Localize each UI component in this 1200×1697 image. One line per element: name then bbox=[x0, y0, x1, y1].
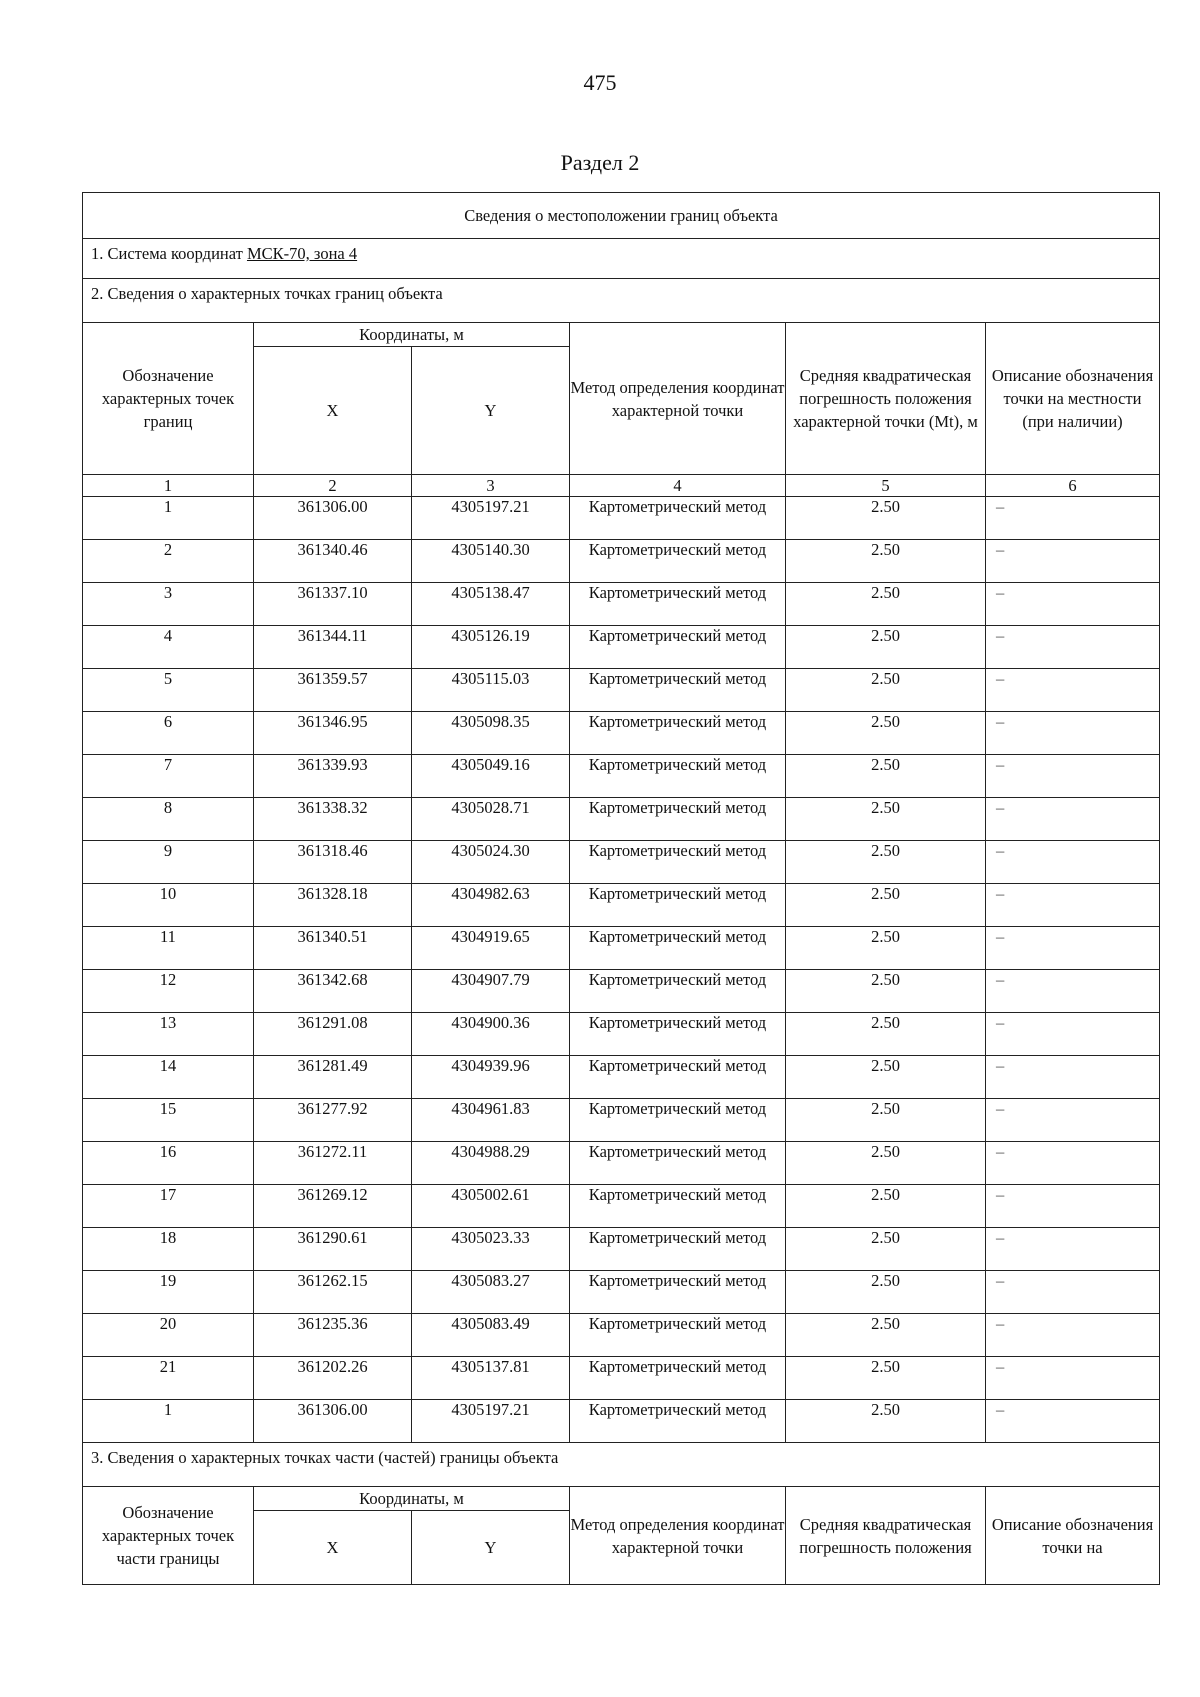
method-cell: Картометрический метод bbox=[570, 669, 786, 712]
table-row bbox=[83, 927, 1160, 970]
x-coordinate: 361262.15 bbox=[254, 1271, 412, 1314]
y-coordinate: 4305028.71 bbox=[412, 798, 570, 841]
point-designation: 5 bbox=[83, 669, 254, 712]
point-description: – bbox=[986, 712, 1160, 755]
part-header-coordinates: Координаты, м bbox=[254, 1487, 570, 1511]
y-coordinate: 4304907.79 bbox=[412, 970, 570, 1013]
method-cell: Картометрический метод bbox=[570, 1400, 786, 1443]
error-value: 2.50 bbox=[786, 497, 986, 540]
error-value: 2.50 bbox=[786, 884, 986, 927]
method-cell: Картометрический метод bbox=[570, 1185, 786, 1228]
method-cell: Картометрический метод bbox=[570, 1013, 786, 1056]
point-description: – bbox=[986, 798, 1160, 841]
header-designation: Обозначение характерных точек границ bbox=[83, 323, 254, 475]
x-coordinate: 361202.26 bbox=[254, 1357, 412, 1400]
y-coordinate: 4304982.63 bbox=[412, 884, 570, 927]
x-coordinate: 361359.57 bbox=[254, 669, 412, 712]
part-header-designation: Обозначение характерных точек части границы bbox=[83, 1487, 254, 1585]
part-header-x: X bbox=[254, 1511, 412, 1585]
table-row bbox=[83, 669, 1160, 712]
y-coordinate: 4305098.35 bbox=[412, 712, 570, 755]
method-cell: Картометрический метод bbox=[570, 1357, 786, 1400]
point-description: – bbox=[986, 1357, 1160, 1400]
point-description: – bbox=[986, 1099, 1160, 1142]
error-value: 2.50 bbox=[786, 540, 986, 583]
boundary-table bbox=[82, 192, 1160, 1585]
error-value: 2.50 bbox=[786, 1056, 986, 1099]
table-title: Сведения о местоположении границ объекта bbox=[83, 193, 1160, 239]
y-coordinate: 4304988.29 bbox=[412, 1142, 570, 1185]
method-cell: Картометрический метод bbox=[570, 1142, 786, 1185]
point-description: – bbox=[986, 1228, 1160, 1271]
method-cell: Картометрический метод bbox=[570, 798, 786, 841]
point-description: – bbox=[986, 497, 1160, 540]
table-row bbox=[83, 626, 1160, 669]
x-coordinate: 361328.18 bbox=[254, 884, 412, 927]
point-description: – bbox=[986, 884, 1160, 927]
y-coordinate: 4305197.21 bbox=[412, 1400, 570, 1443]
y-coordinate: 4305140.30 bbox=[412, 540, 570, 583]
error-value: 2.50 bbox=[786, 1271, 986, 1314]
method-cell: Картометрический метод bbox=[570, 884, 786, 927]
y-coordinate: 4305197.21 bbox=[412, 497, 570, 540]
header-x: X bbox=[254, 347, 412, 475]
table-row bbox=[83, 798, 1160, 841]
coord-system-row bbox=[83, 239, 1160, 279]
y-coordinate: 4305002.61 bbox=[412, 1185, 570, 1228]
error-value: 2.50 bbox=[786, 1228, 986, 1271]
point-designation: 13 bbox=[83, 1013, 254, 1056]
error-value: 2.50 bbox=[786, 1314, 986, 1357]
point-designation: 1 bbox=[83, 497, 254, 540]
column-number: 1 bbox=[83, 475, 254, 497]
point-description: – bbox=[986, 1185, 1160, 1228]
y-coordinate: 4304919.65 bbox=[412, 927, 570, 970]
point-designation: 15 bbox=[83, 1099, 254, 1142]
error-value: 2.50 bbox=[786, 583, 986, 626]
point-description: – bbox=[986, 1142, 1160, 1185]
x-coordinate: 361291.08 bbox=[254, 1013, 412, 1056]
part-section-title: 3. Сведения о характерных точках части (частей) границы объекта bbox=[83, 1443, 1160, 1487]
x-coordinate: 361337.10 bbox=[254, 583, 412, 626]
part-header-method: Метод определения координат характерной точки bbox=[570, 1487, 786, 1585]
point-description: – bbox=[986, 626, 1160, 669]
coord-system-value: МСК-70, зона 4 bbox=[246, 244, 358, 263]
header-coordinates: Координаты, м bbox=[254, 323, 570, 347]
y-coordinate: 4304961.83 bbox=[412, 1099, 570, 1142]
x-coordinate: 361281.49 bbox=[254, 1056, 412, 1099]
method-cell: Картометрический метод bbox=[570, 927, 786, 970]
table-row bbox=[83, 583, 1160, 626]
y-coordinate: 4305115.03 bbox=[412, 669, 570, 712]
y-coordinate: 4304939.96 bbox=[412, 1056, 570, 1099]
point-description: – bbox=[986, 540, 1160, 583]
error-value: 2.50 bbox=[786, 669, 986, 712]
point-designation: 6 bbox=[83, 712, 254, 755]
y-coordinate: 4305137.81 bbox=[412, 1357, 570, 1400]
x-coordinate: 361306.00 bbox=[254, 1400, 412, 1443]
table-row bbox=[83, 884, 1160, 927]
y-coordinate: 4305024.30 bbox=[412, 841, 570, 884]
table-row bbox=[83, 1185, 1160, 1228]
point-description: – bbox=[986, 755, 1160, 798]
point-description: – bbox=[986, 1013, 1160, 1056]
point-designation: 21 bbox=[83, 1357, 254, 1400]
x-coordinate: 361338.32 bbox=[254, 798, 412, 841]
point-designation: 2 bbox=[83, 540, 254, 583]
table-row bbox=[83, 1056, 1160, 1099]
x-coordinate: 361346.95 bbox=[254, 712, 412, 755]
header-error: Средняя квадратическая погрешность положения характерной точки (Mt), м bbox=[786, 323, 986, 475]
column-number: 5 bbox=[786, 475, 986, 497]
column-number: 4 bbox=[570, 475, 786, 497]
header-description: Описание обозначения точки на местности (при наличии) bbox=[986, 323, 1160, 475]
y-coordinate: 4305023.33 bbox=[412, 1228, 570, 1271]
table-row bbox=[83, 1357, 1160, 1400]
point-designation: 11 bbox=[83, 927, 254, 970]
header-method: Метод определения координат характерной точки bbox=[570, 323, 786, 475]
part-header-y: Y bbox=[412, 1511, 570, 1585]
section-title: Раздел 2 bbox=[560, 150, 640, 175]
table-row bbox=[83, 1314, 1160, 1357]
part-header-description: Описание обозначения точки на bbox=[986, 1487, 1160, 1585]
point-designation: 3 bbox=[83, 583, 254, 626]
x-coordinate: 361235.36 bbox=[254, 1314, 412, 1357]
point-designation: 1 bbox=[83, 1400, 254, 1443]
error-value: 2.50 bbox=[786, 712, 986, 755]
point-designation: 20 bbox=[83, 1314, 254, 1357]
point-designation: 8 bbox=[83, 798, 254, 841]
error-value: 2.50 bbox=[786, 1099, 986, 1142]
error-value: 2.50 bbox=[786, 626, 986, 669]
point-description: – bbox=[986, 1400, 1160, 1443]
method-cell: Картометрический метод bbox=[570, 970, 786, 1013]
error-value: 2.50 bbox=[786, 1185, 986, 1228]
method-cell: Картометрический метод bbox=[570, 626, 786, 669]
error-value: 2.50 bbox=[786, 927, 986, 970]
column-number: 6 bbox=[986, 475, 1160, 497]
table-row bbox=[83, 1142, 1160, 1185]
point-designation: 12 bbox=[83, 970, 254, 1013]
error-value: 2.50 bbox=[786, 798, 986, 841]
error-value: 2.50 bbox=[786, 1357, 986, 1400]
table-row bbox=[83, 497, 1160, 540]
x-coordinate: 361290.61 bbox=[254, 1228, 412, 1271]
error-value: 2.50 bbox=[786, 1013, 986, 1056]
method-cell: Картометрический метод bbox=[570, 712, 786, 755]
point-description: – bbox=[986, 841, 1160, 884]
point-designation: 17 bbox=[83, 1185, 254, 1228]
method-cell: Картометрический метод bbox=[570, 755, 786, 798]
point-description: – bbox=[986, 1271, 1160, 1314]
table-row bbox=[83, 755, 1160, 798]
header-y: Y bbox=[412, 347, 570, 475]
x-coordinate: 361318.46 bbox=[254, 841, 412, 884]
table-row bbox=[83, 1400, 1160, 1443]
point-designation: 4 bbox=[83, 626, 254, 669]
method-cell: Картометрический метод bbox=[570, 1228, 786, 1271]
error-value: 2.50 bbox=[786, 970, 986, 1013]
x-coordinate: 361344.11 bbox=[254, 626, 412, 669]
y-coordinate: 4304900.36 bbox=[412, 1013, 570, 1056]
column-numbers-row bbox=[83, 475, 1160, 497]
point-description: – bbox=[986, 970, 1160, 1013]
point-designation: 7 bbox=[83, 755, 254, 798]
point-designation: 14 bbox=[83, 1056, 254, 1099]
column-number: 2 bbox=[254, 475, 412, 497]
error-value: 2.50 bbox=[786, 755, 986, 798]
x-coordinate: 361340.51 bbox=[254, 927, 412, 970]
y-coordinate: 4305138.47 bbox=[412, 583, 570, 626]
method-cell: Картометрический метод bbox=[570, 1056, 786, 1099]
x-coordinate: 361339.93 bbox=[254, 755, 412, 798]
method-cell: Картометрический метод bbox=[570, 583, 786, 626]
points-section-title: 2. Сведения о характерных точках границ объекта bbox=[83, 279, 1160, 323]
x-coordinate: 361269.12 bbox=[254, 1185, 412, 1228]
point-description: – bbox=[986, 927, 1160, 970]
point-designation: 10 bbox=[83, 884, 254, 927]
point-description: – bbox=[986, 1314, 1160, 1357]
y-coordinate: 4305083.27 bbox=[412, 1271, 570, 1314]
method-cell: Картометрический метод bbox=[570, 841, 786, 884]
table-row bbox=[83, 970, 1160, 1013]
method-cell: Картометрический метод bbox=[570, 497, 786, 540]
method-cell: Картометрический метод bbox=[570, 540, 786, 583]
coord-system-label: 1. Система координат bbox=[91, 244, 243, 263]
table-row bbox=[83, 1099, 1160, 1142]
point-designation: 9 bbox=[83, 841, 254, 884]
page-number: 475 bbox=[583, 70, 617, 95]
error-value: 2.50 bbox=[786, 1142, 986, 1185]
y-coordinate: 4305049.16 bbox=[412, 755, 570, 798]
point-description: – bbox=[986, 583, 1160, 626]
x-coordinate: 361277.92 bbox=[254, 1099, 412, 1142]
table-row bbox=[83, 1228, 1160, 1271]
x-coordinate: 361340.46 bbox=[254, 540, 412, 583]
table-row bbox=[83, 1271, 1160, 1314]
point-designation: 18 bbox=[83, 1228, 254, 1271]
point-designation: 19 bbox=[83, 1271, 254, 1314]
x-coordinate: 361306.00 bbox=[254, 497, 412, 540]
part-header-error: Средняя квадратическая погрешность положения bbox=[786, 1487, 986, 1585]
x-coordinate: 361272.11 bbox=[254, 1142, 412, 1185]
y-coordinate: 4305083.49 bbox=[412, 1314, 570, 1357]
column-number: 3 bbox=[412, 475, 570, 497]
point-description: – bbox=[986, 1056, 1160, 1099]
table-row bbox=[83, 540, 1160, 583]
method-cell: Картометрический метод bbox=[570, 1314, 786, 1357]
point-designation: 16 bbox=[83, 1142, 254, 1185]
point-description: – bbox=[986, 669, 1160, 712]
method-cell: Картометрический метод bbox=[570, 1271, 786, 1314]
y-coordinate: 4305126.19 bbox=[412, 626, 570, 669]
error-value: 2.50 bbox=[786, 841, 986, 884]
table-row bbox=[83, 1013, 1160, 1056]
method-cell: Картометрический метод bbox=[570, 1099, 786, 1142]
error-value: 2.50 bbox=[786, 1400, 986, 1443]
table-row bbox=[83, 712, 1160, 755]
table-row bbox=[83, 841, 1160, 884]
x-coordinate: 361342.68 bbox=[254, 970, 412, 1013]
